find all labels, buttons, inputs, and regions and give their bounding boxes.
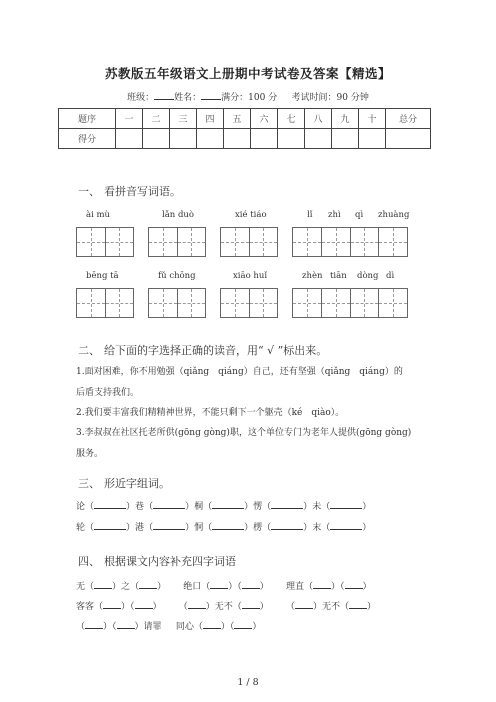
score-cell[interactable]	[224, 129, 251, 149]
score-cell[interactable]	[143, 129, 170, 149]
page-title: 苏教版五年级语文上册期中考试卷及答案【精选】	[104, 66, 391, 81]
writing-grid[interactable]	[76, 227, 134, 257]
pinyin: fǔ chōng	[158, 271, 196, 281]
pinyin: xiāo huǐ	[233, 271, 268, 281]
word-row: 轮（ ）港（ ）恫（ ）楞（ ）末（ ）	[76, 523, 372, 533]
word-row: 论（ ）巷（ ）桐（ ）愣（ ）未（ ）	[76, 502, 372, 512]
score-cell[interactable]	[197, 129, 224, 149]
pinyin: dòng	[357, 271, 379, 281]
section3-heading: 三、 形近字组词。	[78, 477, 170, 490]
pinyin: zhuàng	[378, 210, 410, 220]
score-cell[interactable]	[278, 129, 305, 149]
score-table-header: 题序 一 二 三 四 五 六 七 八 九 十 总分	[59, 109, 431, 129]
pinyin: tiān	[330, 271, 347, 281]
pinyin: bēng tā	[86, 271, 119, 281]
score-cell[interactable]	[359, 129, 386, 149]
pinyin: lǐ	[307, 210, 313, 220]
question-line: 1.面对困难，你不用勉强（qiǎng qiáng）自己，还有坚强（qiǎng qiáng）的	[76, 367, 403, 377]
pinyin: qì	[355, 210, 364, 220]
score-cell[interactable]	[170, 129, 197, 149]
score-cell[interactable]	[251, 129, 278, 149]
pinyin: lǎn duò	[162, 210, 194, 220]
idiom-row: 无（ ）之（ ） 绝口（ ）（ ） 理直（ ）（ ）	[76, 582, 372, 592]
pinyin: zhèn	[302, 271, 323, 281]
score-cell[interactable]	[305, 129, 332, 149]
writing-grid[interactable]	[220, 227, 278, 257]
writing-grid[interactable]	[292, 288, 408, 318]
section1-heading: 一、 看拼音写词语。	[78, 185, 181, 198]
page-number: 1 / 8	[237, 677, 259, 688]
writing-grid[interactable]	[292, 227, 408, 257]
section4-heading: 四、 根据课文内容补充四字词语	[78, 555, 236, 568]
writing-grid[interactable]	[76, 288, 134, 318]
score-table-row: 得分	[59, 129, 431, 149]
score-table	[58, 108, 431, 149]
question-line: 服务。	[76, 449, 104, 459]
question-line: 3.李叔叔在社区托老所供(gōng gòng)职，这个单位专门为老年人提供(gōng gòng)	[76, 428, 412, 438]
score-cell[interactable]	[386, 129, 431, 149]
pinyin: zhì	[328, 210, 341, 220]
writing-grid[interactable]	[148, 227, 206, 257]
pinyin: xié tiáo	[235, 210, 267, 220]
writing-grid[interactable]	[220, 288, 278, 318]
pinyin: ài mù	[86, 210, 111, 220]
question-line: 2.我们要丰富我们精精神世界，不能只剩下一个躯壳（ké qiào）。	[76, 408, 345, 418]
score-cell[interactable]	[116, 129, 143, 149]
pinyin: dì	[386, 271, 395, 281]
score-cell[interactable]	[332, 129, 359, 149]
writing-grid[interactable]	[148, 288, 206, 318]
idiom-row: （ ）（ ）请罪 同心（ ）（ ）	[76, 622, 262, 632]
idiom-row: 客客（ ）（ ） （ ）无不（ ） （ ）无不（ ）	[76, 602, 376, 612]
question-line: 后盾支持我们。	[76, 388, 140, 398]
exam-info: 班级： 姓名： 满分：100 分 考试时间：90 分钟	[127, 93, 369, 103]
section2-heading: 二、 给下面的字选择正确的读音，用“ √ ”标出来。	[78, 344, 328, 357]
